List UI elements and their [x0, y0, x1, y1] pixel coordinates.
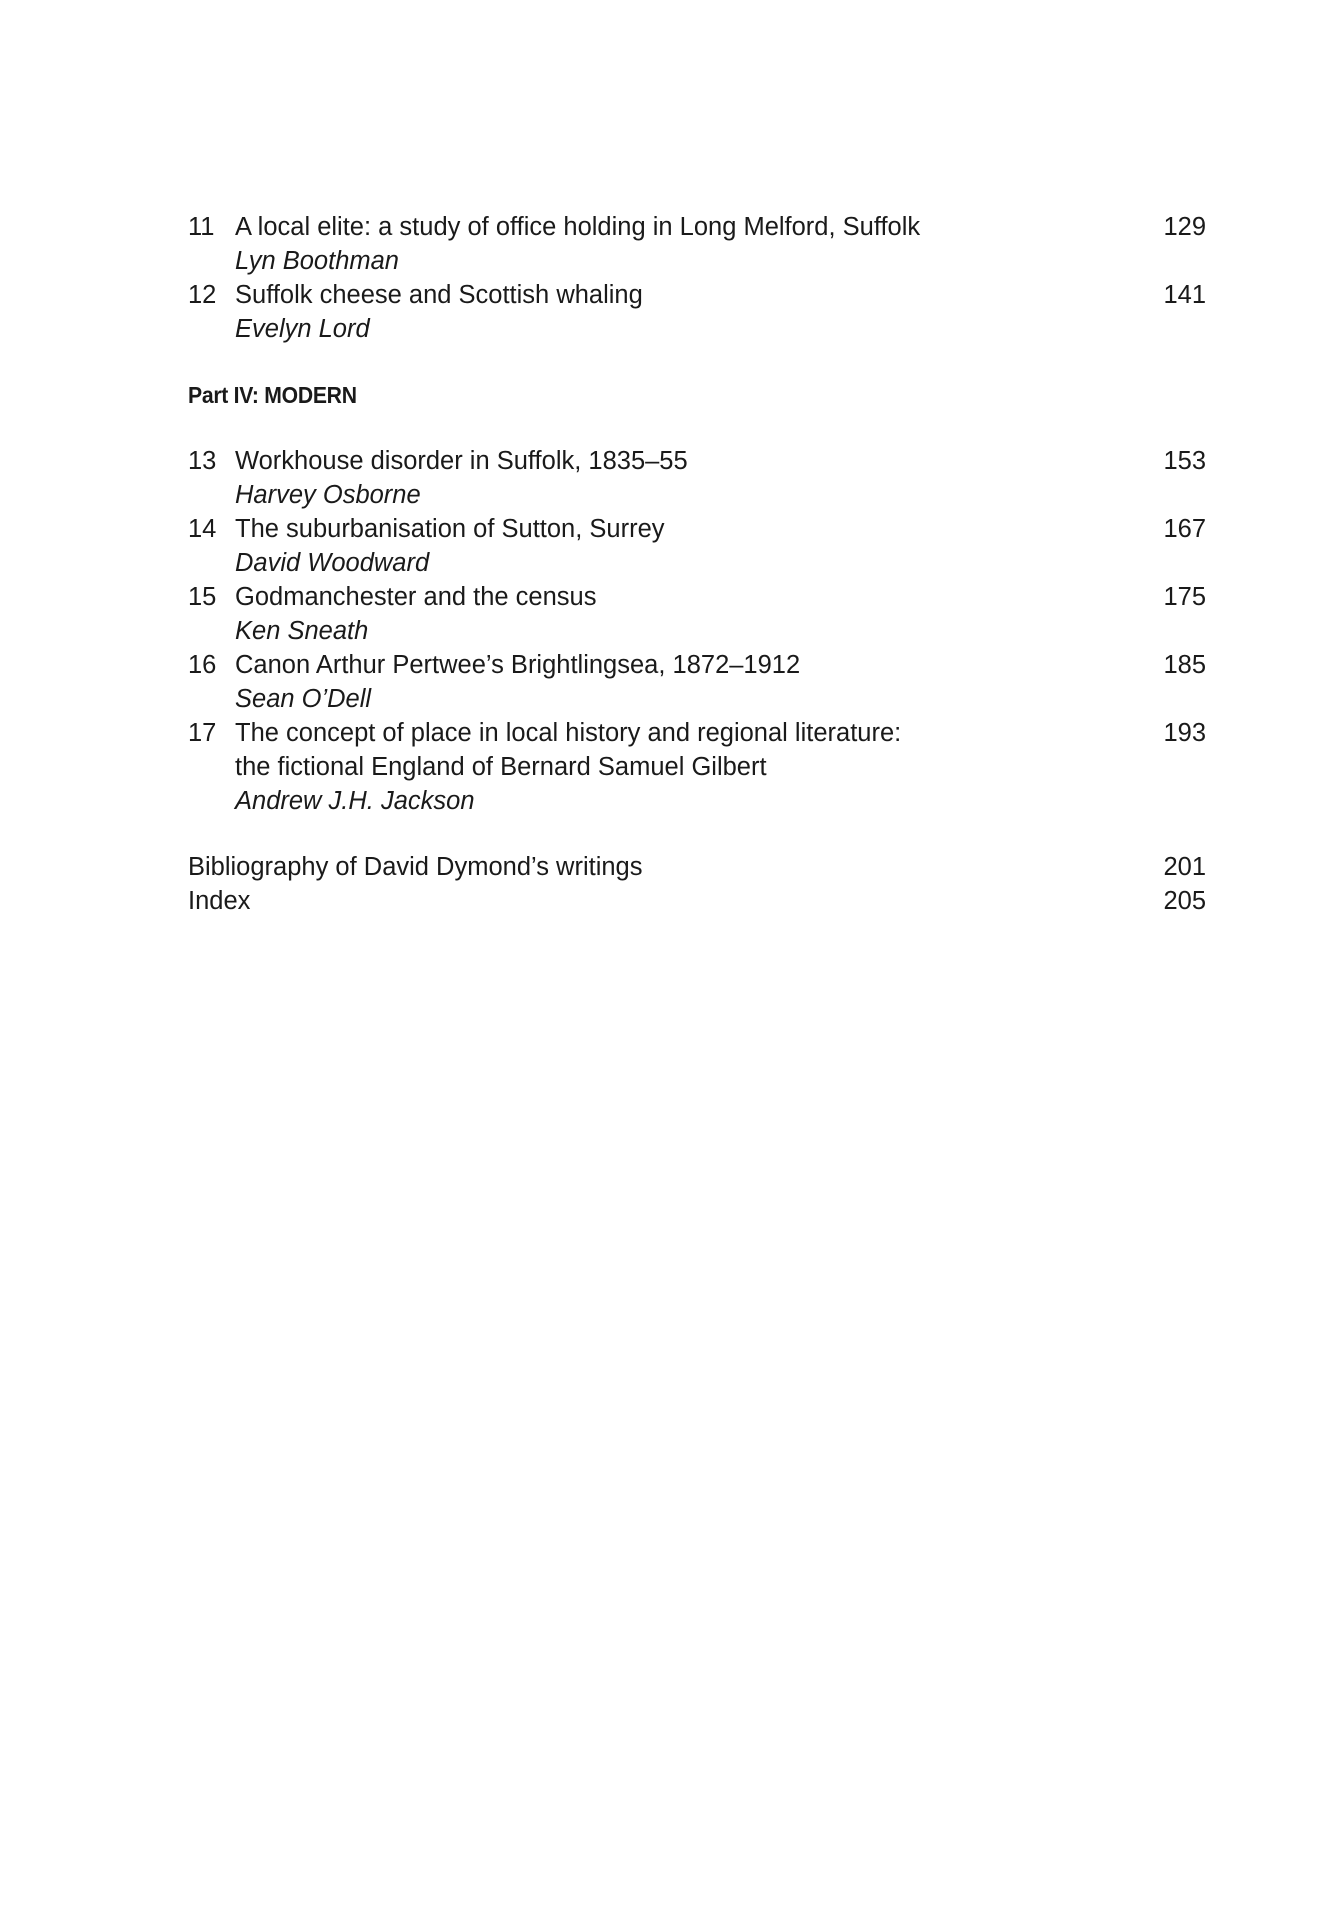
chapter-title-line-2: the fictional England of Bernard Samuel Gilbert — [235, 753, 767, 781]
chapter-number: 17 — [188, 719, 217, 747]
chapter-author: Harvey Osborne — [235, 481, 421, 509]
chapter-title: Workhouse disorder in Suffolk, 1835–55 — [235, 447, 688, 475]
back-matter-title: Index — [188, 887, 251, 915]
chapter-number: 15 — [188, 583, 217, 611]
page-number: 153 — [1163, 447, 1206, 475]
toc-entry-16 — [188, 648, 1206, 716]
chapter-title: Canon Arthur Pertwee’s Brightlingsea, 1872–1912 — [235, 651, 801, 679]
page-number: 205 — [1163, 887, 1206, 915]
page-number: 185 — [1163, 651, 1206, 679]
chapter-number: 16 — [188, 651, 217, 679]
toc-entry-13 — [188, 444, 1206, 512]
toc-entry-15 — [188, 580, 1206, 648]
toc-entry-index — [188, 884, 1206, 918]
chapter-author: Sean O’Dell — [235, 685, 372, 713]
chapter-author: Ken Sneath — [235, 617, 369, 645]
chapter-title: Suffolk cheese and Scottish whaling — [235, 281, 643, 309]
page-number: 141 — [1163, 281, 1206, 309]
page-number: 193 — [1163, 719, 1206, 747]
chapter-author: Evelyn Lord — [235, 315, 370, 343]
chapter-title-line-1: The concept of place in local history and regional literature: — [235, 719, 902, 747]
chapter-author: Andrew J.H. Jackson — [235, 787, 475, 815]
toc-entry-12 — [188, 278, 1206, 346]
page-number: 201 — [1163, 853, 1206, 881]
page-number: 175 — [1163, 583, 1206, 611]
chapter-author: David Woodward — [235, 549, 430, 577]
toc-entry-bibliography — [188, 850, 1206, 884]
page-number: 167 — [1163, 515, 1206, 543]
part-heading: Part IV: MODERN — [188, 382, 357, 408]
back-matter-title: Bibliography of David Dymond’s writings — [188, 853, 643, 881]
table-of-contents — [188, 210, 1206, 918]
toc-entry-14 — [188, 512, 1206, 580]
toc-entry-17 — [188, 716, 1206, 818]
chapter-number: 14 — [188, 515, 217, 543]
chapter-number: 11 — [188, 213, 215, 241]
chapter-author: Lyn Boothman — [235, 247, 399, 275]
chapter-number: 13 — [188, 447, 217, 475]
toc-entry-11 — [188, 210, 1206, 278]
page-number: 129 — [1163, 213, 1206, 241]
chapter-title: A local elite: a study of office holding in Long Melford, Suffolk — [235, 213, 921, 241]
back-matter — [188, 850, 1206, 918]
chapter-title: Godmanchester and the census — [235, 583, 597, 611]
chapter-title: The suburbanisation of Sutton, Surrey — [235, 515, 665, 543]
chapter-number: 12 — [188, 281, 217, 309]
